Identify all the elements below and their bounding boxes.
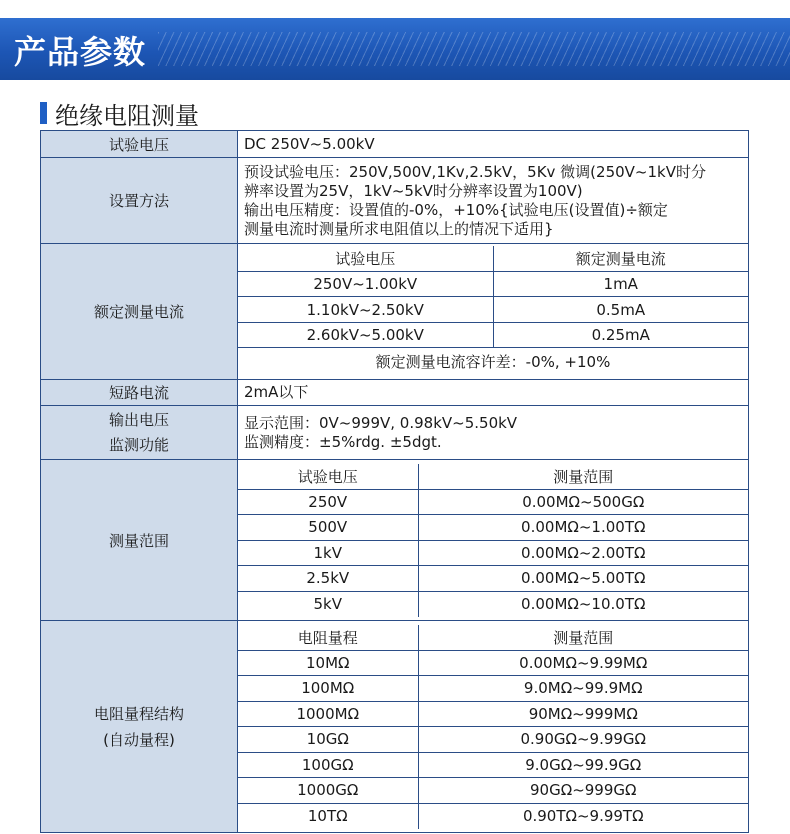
subtable-cell: 10TΩ	[307, 807, 348, 825]
subtable-cell: 90MΩ~999MΩ	[418, 701, 748, 727]
subtable-header-row	[238, 625, 748, 651]
subtable-cell: 1000GΩ	[238, 778, 418, 804]
subtable-row	[238, 271, 748, 297]
value-test-voltage: DC 250V~5.00kV	[238, 131, 749, 158]
subtable-cell: 2.60kV~5.00kV	[238, 322, 493, 348]
subtable-cell: 10MΩ	[238, 650, 418, 676]
subtable-cell: 9.0MΩ~99.9MΩ	[418, 676, 748, 702]
subtable-row	[238, 803, 748, 829]
subtable-row	[238, 727, 748, 753]
subtable-cell: 9.0GΩ~99.9GΩ	[418, 752, 748, 778]
subtable-cell: 0.5mA	[493, 297, 748, 323]
value-rated-current	[238, 244, 749, 380]
subtable-cell: 250V	[238, 489, 418, 515]
subtable-cell: 500V	[238, 515, 418, 541]
subtable-cell: 0.00MΩ~5.00TΩ	[418, 566, 748, 592]
label-range-structure	[41, 621, 238, 833]
row-measure-range	[41, 460, 749, 621]
subtable-cell: 0.00MΩ~1.00TΩ	[418, 515, 748, 541]
subtable-row	[238, 515, 748, 541]
range-structure-subtable	[238, 625, 748, 829]
setting-line: 测量电流时测量所求电阻值以上的情况下适用}	[244, 219, 554, 238]
subtable-row	[238, 322, 748, 348]
subtable-row	[238, 676, 748, 702]
subtable-header: 测量范围	[418, 464, 748, 490]
section-marker-icon	[40, 102, 47, 124]
row-test-voltage	[41, 131, 749, 158]
subtable-header: 额定测量电流	[493, 246, 748, 272]
subtable-row	[238, 701, 748, 727]
value-setting-method	[238, 158, 749, 244]
subtable-row	[238, 650, 748, 676]
rated-current-subtable	[238, 246, 748, 378]
subtable-cell: 0.00MΩ~2.00TΩ	[418, 540, 748, 566]
measure-range-subtable	[238, 464, 748, 617]
subtable-header: 试验电压	[238, 246, 493, 272]
monitor-line: 显示范围：0V~999V, 0.98kV~5.50kV	[244, 413, 518, 432]
subtable-row	[238, 752, 748, 778]
subtable-header-row	[238, 246, 748, 272]
subtable-cell: 1.10kV~2.50kV	[238, 297, 493, 323]
label-line: 电阻量程结构	[93, 704, 184, 723]
label-measure-range: 测量范围	[41, 460, 238, 621]
page-title: 产品参数	[14, 33, 147, 71]
subtable-cell: 2.5kV	[238, 566, 418, 592]
banner-hatch-decoration	[158, 32, 790, 66]
subtable-cell: 0.90TΩ~9.99TΩ	[418, 803, 748, 829]
subtable-header: 电阻量程	[238, 625, 418, 651]
label-short-circuit: 短路电流	[41, 380, 238, 406]
section-header	[40, 98, 199, 128]
subtable-row	[238, 591, 748, 617]
label-setting-method: 设置方法	[41, 158, 238, 244]
subtable-cell: 1kV	[238, 540, 418, 566]
subtable-cell: 10GΩ	[238, 727, 418, 753]
section-title: 绝缘电阻测量	[55, 101, 199, 130]
label-rated-current: 额定测量电流	[41, 244, 238, 380]
label-line: 输出电压	[108, 410, 169, 429]
row-range-structure	[41, 621, 749, 833]
subtable-cell: 0.25mA	[493, 322, 748, 348]
subtable-row	[238, 778, 748, 804]
subtable-cell: 250V~1.00kV	[238, 271, 493, 297]
rated-current-note: 额定测量电流容许差：-0%, +10%	[375, 353, 611, 372]
spec-table	[40, 130, 749, 833]
subtable-header: 测量范围	[418, 625, 748, 651]
subtable-cell: 5kV	[313, 595, 342, 613]
subtable-row	[238, 489, 748, 515]
label-output-monitor	[41, 406, 238, 460]
subtable-row	[238, 540, 748, 566]
subtable-cell: 100MΩ	[238, 676, 418, 702]
row-setting-method	[41, 158, 749, 244]
row-rated-current	[41, 244, 749, 380]
label-test-voltage: 试验电压	[41, 131, 238, 158]
row-output-monitor	[41, 406, 749, 460]
subtable-header-row	[238, 464, 748, 490]
setting-line: 输出电压精度：设置值的-0%，+10%{试验电压(设置值)÷额定	[244, 200, 668, 219]
value-range-structure	[238, 621, 749, 833]
header-banner	[0, 18, 790, 80]
value-short-circuit: 2mA以下	[238, 380, 749, 406]
value-measure-range	[238, 460, 749, 621]
value-output-monitor	[238, 406, 749, 460]
label-line: (自动量程)	[103, 730, 175, 749]
subtable-row	[238, 566, 748, 592]
subtable-cell: 1000MΩ	[238, 701, 418, 727]
subtable-row	[238, 297, 748, 323]
subtable-note-row	[238, 348, 748, 378]
monitor-line: 监测精度：±5%rdg. ±5dgt.	[244, 432, 442, 451]
row-short-circuit	[41, 380, 749, 406]
subtable-cell: 0.90GΩ~9.99GΩ	[418, 727, 748, 753]
subtable-header: 试验电压	[238, 464, 418, 490]
setting-line: 预设试验电压：250V,500V,1Kv,2.5kV，5Kv 微调(250V~1kV时分	[244, 162, 706, 181]
subtable-cell: 0.00MΩ~500GΩ	[418, 489, 748, 515]
setting-line: 辨率设置为25V，1kV~5kV时分辨率设置为100V)	[244, 181, 583, 200]
subtable-cell: 90GΩ~999GΩ	[418, 778, 748, 804]
label-line: 监测功能	[108, 435, 169, 454]
subtable-cell: 0.00MΩ~10.0TΩ	[418, 591, 748, 617]
subtable-cell: 1mA	[493, 271, 748, 297]
subtable-cell: 100GΩ	[238, 752, 418, 778]
subtable-cell: 0.00MΩ~9.99MΩ	[418, 650, 748, 676]
